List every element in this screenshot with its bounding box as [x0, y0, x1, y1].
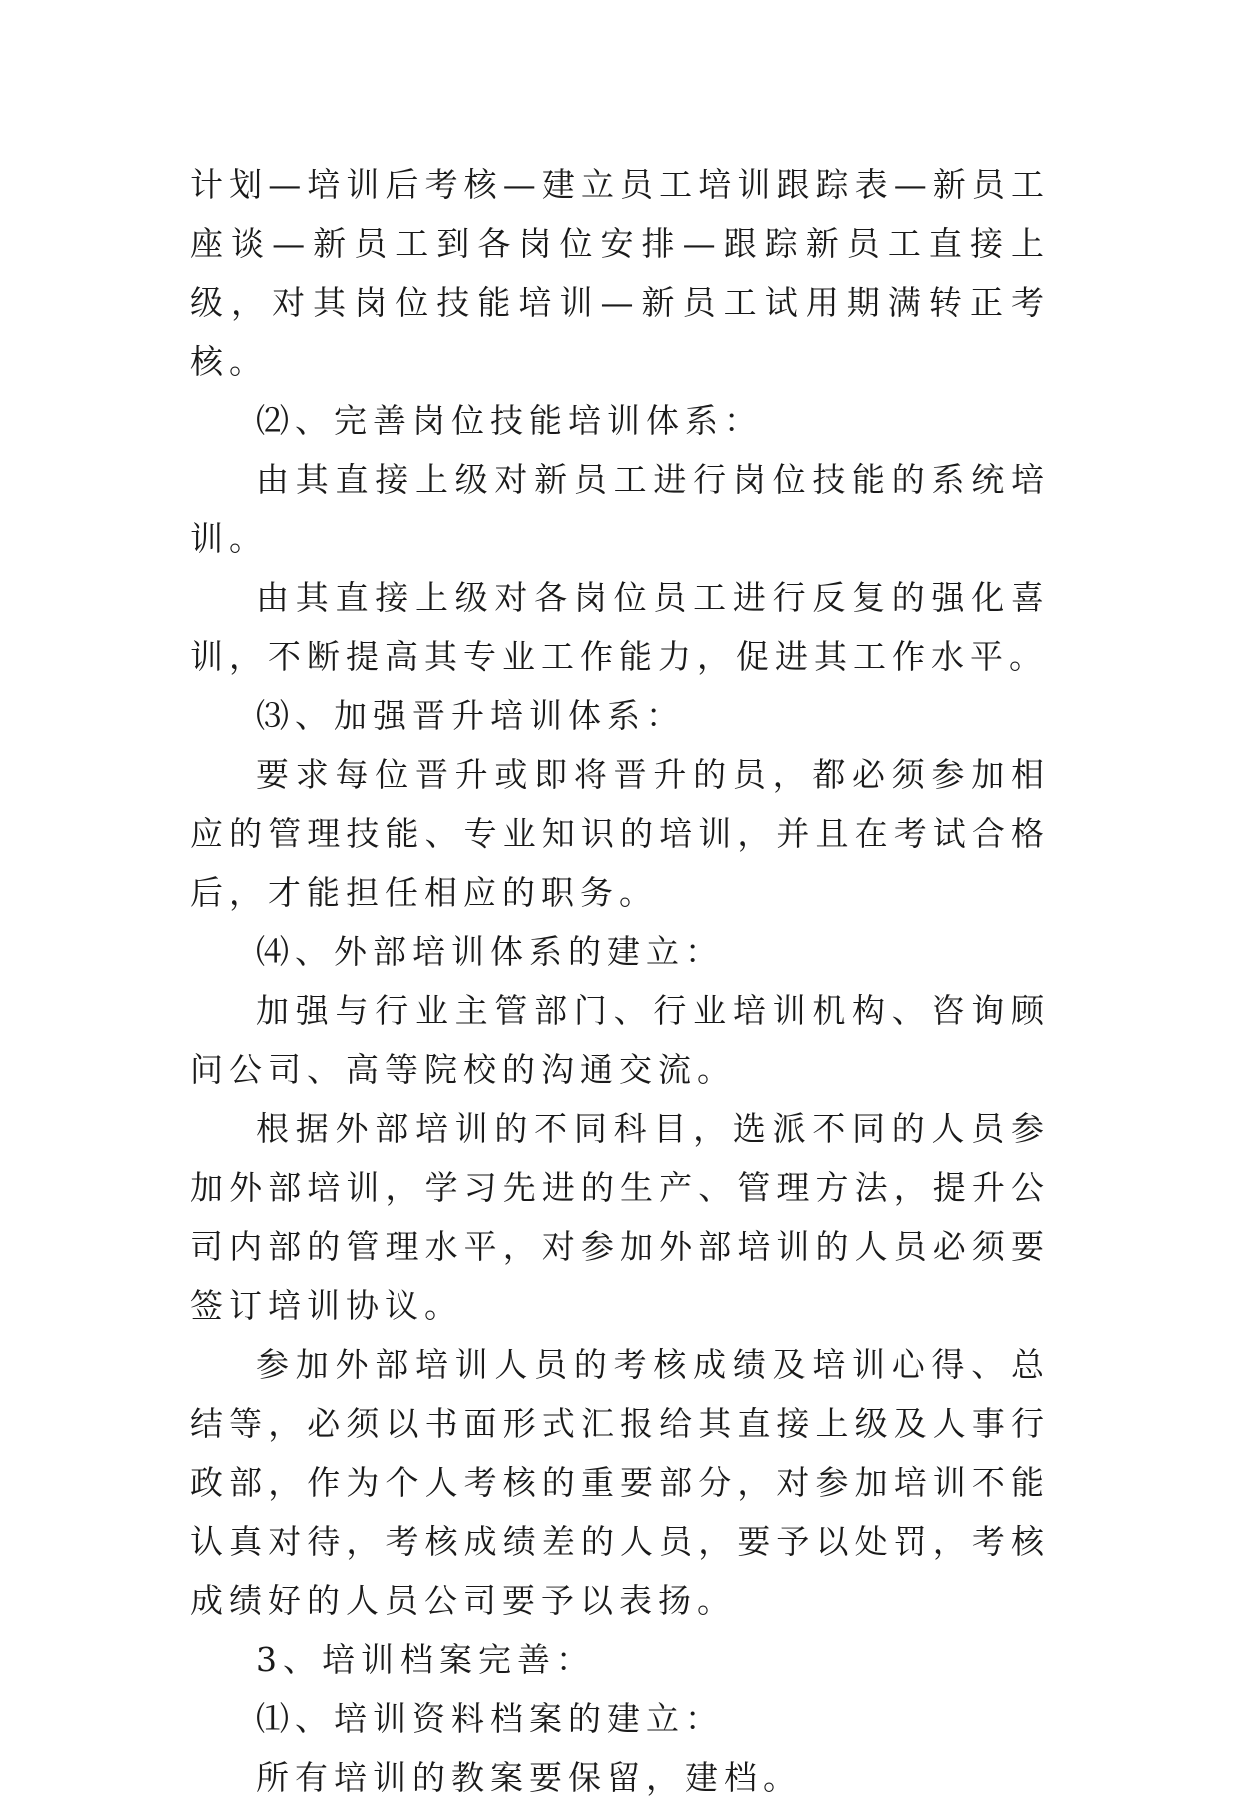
paragraph-continuation: 计划—培训后考核—建立员工培训跟踪表—新员工座谈—新员工到各岗位安排—跟踪新员工直接上级，对其岗位技能培训—新员工试用期满转正考核。 — [190, 165, 1050, 381]
paragraph: 由其直接上级对各岗位员工进行反复的强化喜训，不断提高其专业工作能力，促进其工作水平。 — [190, 578, 1050, 676]
heading-external-training-system: ⑷、外部培训体系的建立： — [256, 932, 724, 971]
paragraph: 参加外部培训人员的考核成绩及培训心得、总结等，必须以书面形式汇报给其直接上级及人事行政部，作为个人考核的重要部分，对参加培训不能认真对待，考核成绩差的人员，要予以处罚，考核成绩好的人员公司要予以表扬。 — [190, 1345, 1050, 1620]
heading-training-archive: 3、培训档案完善： — [256, 1640, 595, 1679]
heading-skill-training-system: ⑵、完善岗位技能培训体系： — [256, 401, 763, 440]
heading-training-materials-archive: ⑴、培训资料档案的建立： — [256, 1699, 724, 1738]
paragraph: 根据外部培训的不同科目，选派不同的人员参加外部培训，学习先进的生产、管理方法，提升公司内部的管理水平，对参加外部培训的人员必须要签订培训协议。 — [190, 1109, 1050, 1325]
paragraph: 要求每位晋升或即将晋升的员，都必须参加相应的管理技能、专业知识的培训，并且在考试合格后，才能担任相应的职务。 — [190, 755, 1050, 912]
paragraph: 加强与行业主管部门、行业培训机构、咨询顾问公司、高等院校的沟通交流。 — [190, 991, 1050, 1089]
paragraph: 所有培训的教案要保留，建档。 — [256, 1758, 802, 1797]
document-body — [190, 155, 1050, 1807]
heading-promotion-training-system: ⑶、加强晋升培训体系： — [256, 696, 685, 735]
paragraph: 由其直接上级对新员工进行岗位技能的系统培训。 — [190, 460, 1050, 558]
